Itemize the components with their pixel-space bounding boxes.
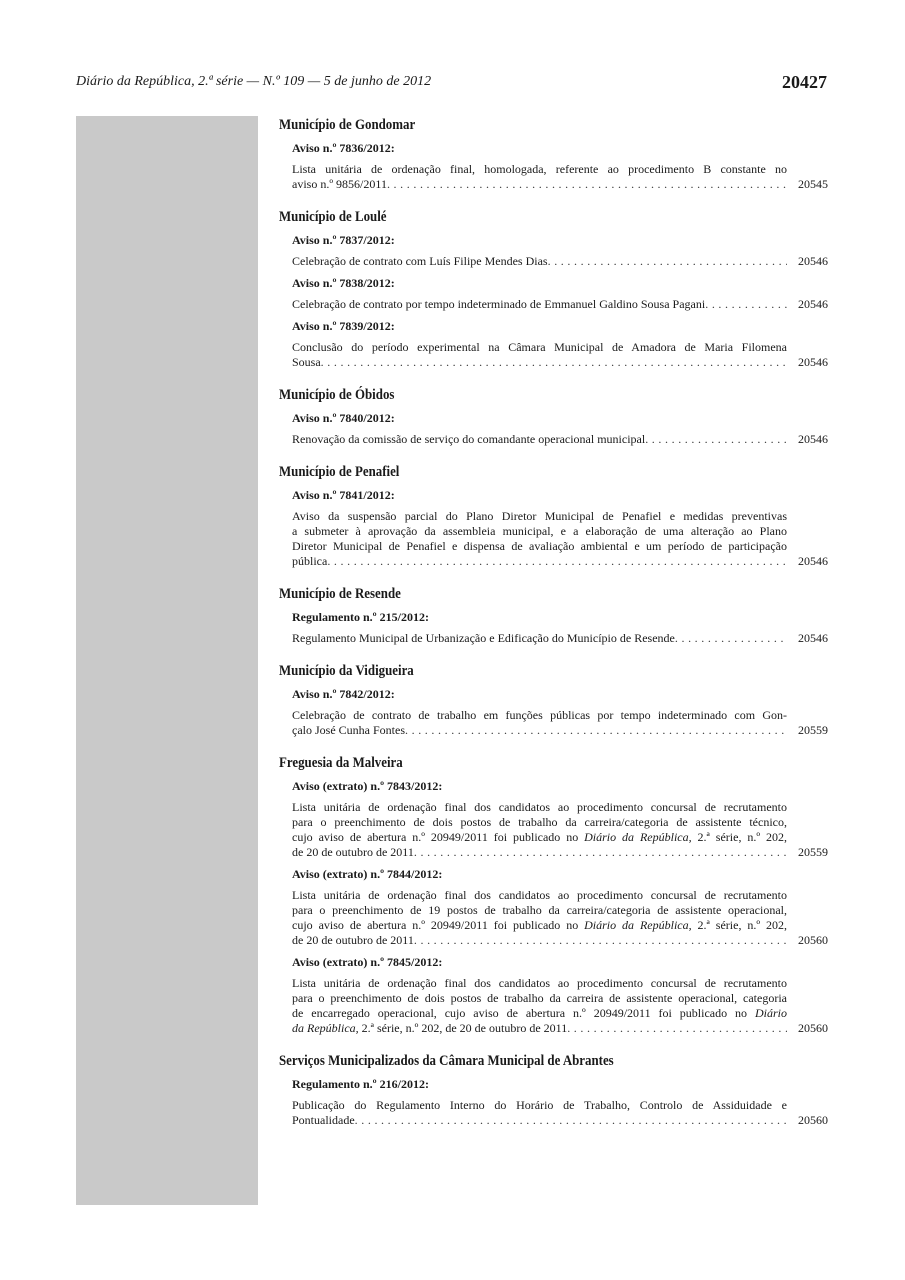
entry-title: Aviso n.º 7840/2012: — [292, 411, 395, 425]
entry-page-number: 20560 — [798, 1113, 828, 1127]
section — [279, 1052, 828, 1128]
section — [279, 754, 828, 1036]
entry-description — [292, 509, 828, 569]
entry-description — [292, 888, 828, 948]
entry-page-number: 20546 — [798, 297, 828, 311]
section — [279, 208, 828, 370]
section — [279, 585, 828, 646]
entry — [292, 954, 828, 1036]
dot-leader — [675, 631, 787, 646]
description-line: Aviso da suspensão parcial do Plano Diretor Municipal de Penafiel e medidas preventivas — [292, 509, 787, 523]
entry-title: Aviso n.º 7841/2012: — [292, 488, 395, 502]
section-title: Freguesia da Malveira — [279, 755, 403, 771]
entry-page-number: 20545 — [798, 177, 828, 191]
entry-description — [292, 976, 828, 1036]
entry-description — [292, 297, 828, 312]
entry — [292, 778, 828, 860]
section — [279, 463, 828, 569]
dot-leader — [548, 254, 787, 269]
dot-leader — [567, 1021, 787, 1036]
entry — [292, 318, 828, 370]
description-tail-text: Pontualidade — [292, 1113, 355, 1127]
entry-title: Aviso (extrato) n.º 7845/2012: — [292, 955, 443, 969]
description-line: Lista unitária de ordenação final dos candidatos ao procedimento concursal de recrutamento — [292, 800, 787, 814]
entry-description — [292, 631, 828, 646]
entry-description — [292, 1098, 828, 1128]
description-tail-text: de 20 de outubro de 2011 — [292, 933, 414, 947]
entry-page-number: 20560 — [798, 933, 828, 947]
description-tail-text: Renovação da comissão de serviço do comandante operacional municipal — [292, 432, 646, 446]
entry-page-number: 20559 — [798, 723, 828, 737]
entry-title: Aviso (extrato) n.º 7843/2012: — [292, 779, 443, 793]
section-title: Município da Vidigueira — [279, 663, 414, 679]
dot-leader — [645, 432, 787, 447]
dot-leader — [405, 723, 787, 738]
entry — [292, 232, 828, 269]
entry-description — [292, 162, 828, 192]
description-tail-text: de 20 de outubro de 2011 — [292, 845, 414, 859]
entry — [292, 866, 828, 948]
dot-leader — [321, 355, 787, 370]
description-line: para o preenchimento de dois postos de trabalho da carreira/categoria de assistente técnico, — [292, 815, 787, 829]
entry — [292, 609, 828, 646]
description-tail-text: Sousa — [292, 355, 321, 369]
section-title: Serviços Municipalizados da Câmara Municipal de Abrantes — [279, 1053, 614, 1069]
entry — [292, 1076, 828, 1128]
dot-leader — [387, 177, 787, 192]
description-last-line — [292, 297, 787, 312]
section-title: Município de Loulé — [279, 209, 387, 225]
description-line: de encarregado operacional, cujo aviso de abertura n.º 20949/2011 foi publicado no Diário — [292, 1006, 787, 1020]
description-tail-text: pública — [292, 554, 328, 568]
entry-title: Regulamento n.º 216/2012: — [292, 1077, 429, 1091]
entry — [292, 686, 828, 738]
description-line: Celebração de contrato de trabalho em funções públicas por tempo indeterminado com Gon- — [292, 708, 787, 722]
dot-leader — [327, 554, 787, 569]
entry-description — [292, 340, 828, 370]
description-last-line — [292, 723, 787, 738]
description-last-line — [292, 933, 787, 948]
description-tail-text: çalo José Cunha Fontes — [292, 723, 405, 737]
description-line: a submeter à aprovação da assembleia municipal, e a elaboração de uma alteração ao Plano — [292, 524, 787, 538]
dot-leader — [705, 297, 787, 312]
description-tail-text: da República, 2.ª série, n.º 202, de 20 de outubro de 2011 — [292, 1021, 568, 1035]
description-tail-text: Celebração de contrato por tempo indeterminado de Emmanuel Galdino Sousa Pagani — [292, 297, 706, 311]
entry-page-number: 20546 — [798, 432, 828, 446]
description-last-line — [292, 554, 787, 569]
description-last-line — [292, 631, 787, 646]
description-line: Conclusão do período experimental na Câmara Municipal de Amadora de Maria Filomena — [292, 340, 787, 354]
section-title: Município de Gondomar — [279, 117, 416, 133]
entry-page-number: 20560 — [798, 1021, 828, 1035]
description-tail-text: Regulamento Municipal de Urbanização e Edificação do Município de Resende — [292, 631, 675, 645]
page-header — [76, 72, 827, 92]
entry-description — [292, 708, 828, 738]
entry-page-number: 20546 — [798, 554, 828, 568]
dot-leader — [414, 845, 787, 860]
description-line: cujo aviso de abertura n.º 20949/2011 foi publicado no Diário da República, 2.ª série, n.º 202, — [292, 918, 787, 932]
description-last-line — [292, 1113, 787, 1128]
description-last-line — [292, 845, 787, 860]
section-title: Município de Penafiel — [279, 464, 400, 480]
entry-page-number: 20559 — [798, 845, 828, 859]
section — [279, 116, 828, 192]
description-last-line — [292, 177, 787, 192]
page-number: 20427 — [782, 72, 827, 92]
left-gray-margin — [76, 116, 258, 1205]
entry-page-number: 20546 — [798, 631, 828, 645]
entry-title: Aviso n.º 7838/2012: — [292, 276, 395, 290]
entry-title: Aviso n.º 7836/2012: — [292, 141, 395, 155]
description-last-line — [292, 254, 787, 269]
section — [279, 386, 828, 447]
entry-title: Aviso n.º 7837/2012: — [292, 233, 395, 247]
section — [279, 662, 828, 738]
description-line: para o preenchimento de dois postos de trabalho da carreira de assistente operacional, categoria — [292, 991, 787, 1005]
entry-description — [292, 432, 828, 447]
description-tail-text: aviso n.º 9856/2011 — [292, 177, 387, 191]
description-line: Lista unitária de ordenação final, homologada, referente ao procedimento B constante no — [292, 162, 787, 176]
journal-title: Diário da República, 2.ª série — N.º 109 — 5 de junho de 2012 — [76, 74, 432, 89]
description-line: para o preenchimento de 19 postos de trabalho da carreira/categoria de assistente operacional, — [292, 903, 787, 917]
entry — [292, 140, 828, 192]
entry-title: Aviso (extrato) n.º 7844/2012: — [292, 867, 443, 881]
description-line: Diretor Municipal de Penafiel e dispensa de avaliação ambiental e um período de participação — [292, 539, 787, 553]
entry-description — [292, 254, 828, 269]
entry — [292, 410, 828, 447]
section-title: Município de Resende — [279, 586, 401, 602]
description-tail-text: Celebração de contrato com Luís Filipe Mendes Dias — [292, 254, 548, 268]
entry — [292, 487, 828, 569]
description-last-line — [292, 355, 787, 370]
entry-title: Aviso n.º 7839/2012: — [292, 319, 395, 333]
description-line: Publicação do Regulamento Interno do Horário de Trabalho, Controlo de Assiduidade e — [292, 1098, 787, 1112]
entry-description — [292, 800, 828, 860]
description-last-line — [292, 1021, 787, 1036]
description-line: cujo aviso de abertura n.º 20949/2011 foi publicado no Diário da República, 2.ª série, n.º 202, — [292, 830, 787, 844]
entry-title: Aviso n.º 7842/2012: — [292, 687, 395, 701]
entry-page-number: 20546 — [798, 355, 828, 369]
entry-title: Regulamento n.º 215/2012: — [292, 610, 429, 624]
dot-leader — [355, 1113, 787, 1128]
description-line: Lista unitária de ordenação final dos candidatos ao procedimento concursal de recrutamento — [292, 976, 787, 990]
dot-leader — [414, 933, 787, 948]
description-last-line — [292, 432, 787, 447]
entry-page-number: 20546 — [798, 254, 828, 268]
summary-content — [279, 116, 828, 1144]
description-line: Lista unitária de ordenação final dos candidatos ao procedimento concursal de recrutamento — [292, 888, 787, 902]
section-title: Município de Óbidos — [279, 387, 395, 403]
entry — [292, 275, 828, 312]
